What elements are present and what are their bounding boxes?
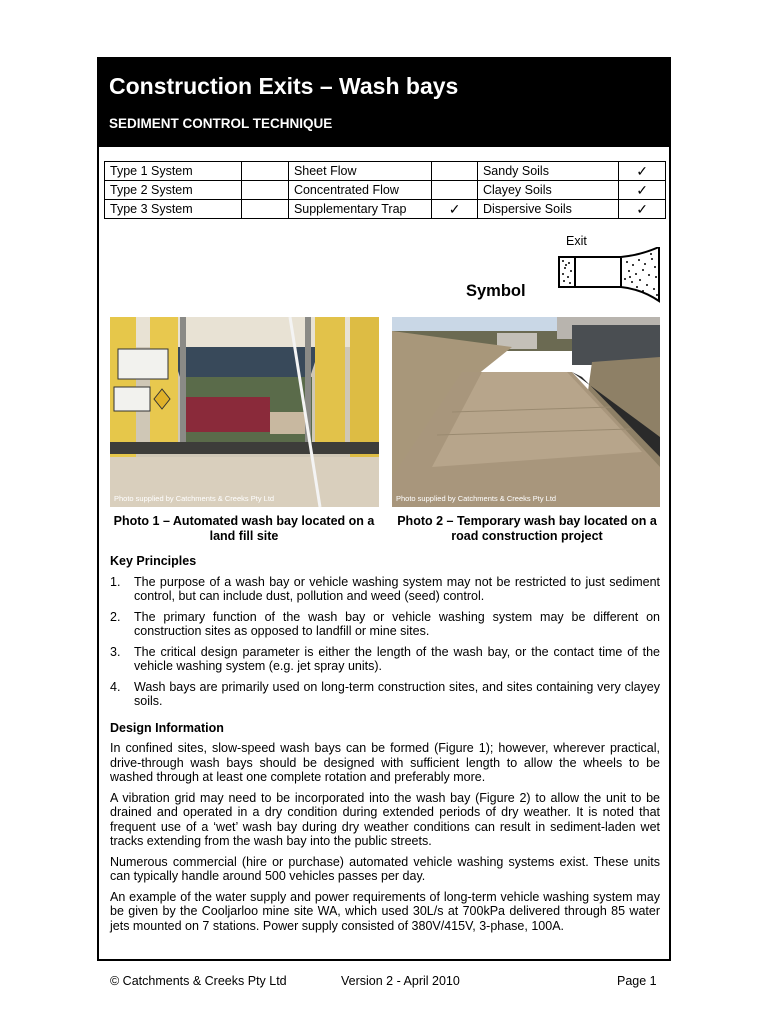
key-principles-list xyxy=(110,575,660,709)
check-cell: ✓ xyxy=(619,200,666,219)
table-cell: Type 3 System xyxy=(105,200,242,219)
paragraph: Numerous commercial (hire or purchase) automated vehicle washing systems exist. These units can typically handle around 500 vehicles passes per day. xyxy=(110,854,660,883)
list-item xyxy=(110,575,660,604)
paragraph: A vibration grid may need to be incorporated into the wash bay (Figure 2) to allow the unit to be drained and operated in a dry condition during extended periods of dry weather. It is noted that frequent use of a ‘wet’ wash bay during dry weather conditions can result in sediment-laden wet tracks extending from the wash bay into the public streets. xyxy=(110,790,660,848)
table-row xyxy=(105,181,666,200)
table-row xyxy=(105,200,666,219)
list-item-text: The primary function of the wash bay or vehicle washing system may be different on construction sites as opposed to landfill or mine sites. xyxy=(134,609,660,638)
list-item-text: The purpose of a wash bay or vehicle washing system may not be restricted to just sediment control, but can include dust, pollution and weed (seed) control. xyxy=(134,574,660,603)
key-principles-heading: Key Principles xyxy=(110,554,197,568)
header-banner xyxy=(99,59,669,147)
photo-credit: Photo supplied by Catchments & Creeks Pty Ltd xyxy=(114,494,275,503)
check-cell xyxy=(432,181,478,200)
exit-label: Exit xyxy=(566,234,587,248)
list-item-text: The critical design parameter is either the length of the wash bay, or the contact time of the vehicle washing system (e.g. jet spray units). xyxy=(134,644,660,673)
table-cell: Supplementary Trap xyxy=(288,200,431,219)
footer-page-number: Page 1 xyxy=(617,974,657,988)
page-title: Construction Exits – Wash bays xyxy=(109,73,459,99)
photo-2-caption: Photo 2 – Temporary wash bay located on a road construction project xyxy=(397,514,657,543)
check-cell xyxy=(432,162,478,181)
check-cell: ✓ xyxy=(619,162,666,181)
wash-bay-symbol-icon xyxy=(557,247,661,310)
footer-version: Version 2 - April 2010 xyxy=(341,974,460,988)
list-number: 1. xyxy=(110,574,121,589)
table-cell: Sheet Flow xyxy=(288,162,431,181)
table-cell: Concentrated Flow xyxy=(288,181,431,200)
page-subtitle: SEDIMENT CONTROL TECHNIQUE xyxy=(109,116,333,131)
system-classification-table xyxy=(104,161,666,219)
table-row xyxy=(105,162,666,181)
list-number: 2. xyxy=(110,609,121,624)
photo-temporary-wash-bay xyxy=(392,317,660,507)
paragraph: An example of the water supply and power requirements of long-term vehicle washing system may be given by the Cooljarloo mine site WA, which used 30L/s at 700kPa delivered through 85 water jets mounted on 7 stations. Power supply consisted of 380V/415V, 3-phase, 100A. xyxy=(110,889,660,933)
photo-credit: Photo supplied by Catchments & Creeks Pty Ltd xyxy=(396,494,557,503)
photo-1-caption: Photo 1 – Automated wash bay located on a land fill site xyxy=(113,514,375,543)
check-cell: ✓ xyxy=(619,181,666,200)
check-cell xyxy=(242,162,289,181)
list-item xyxy=(110,645,660,674)
list-number: 4. xyxy=(110,679,121,694)
table-cell: Clayey Soils xyxy=(477,181,618,200)
table-cell: Type 2 System xyxy=(105,181,242,200)
table-cell: Type 1 System xyxy=(105,162,242,181)
table-cell: Sandy Soils xyxy=(477,162,618,181)
fact-sheet-frame xyxy=(97,57,671,961)
symbol-label: Symbol xyxy=(466,282,526,300)
check-cell xyxy=(242,181,289,200)
list-number: 3. xyxy=(110,644,121,659)
body-text xyxy=(110,554,660,939)
list-item xyxy=(110,610,660,639)
paragraph: In confined sites, slow-speed wash bays can be formed (Figure 1); however, wherever practical, drive-through wash bays should be designed with sufficient length to allow the wheels to be washed through at least one complete rotation and preferably more. xyxy=(110,741,660,784)
table-cell: Dispersive Soils xyxy=(477,200,618,219)
design-information-heading: Design Information xyxy=(110,720,224,735)
list-item xyxy=(110,680,660,709)
check-cell xyxy=(242,200,289,219)
footer-copyright: © Catchments & Creeks Pty Ltd xyxy=(110,974,287,988)
list-item-text: Wash bays are primarily used on long-term construction sites, and sites containing very clayey soils. xyxy=(134,679,660,708)
check-cell: ✓ xyxy=(432,200,478,219)
photo-automated-wash-bay xyxy=(110,317,379,507)
